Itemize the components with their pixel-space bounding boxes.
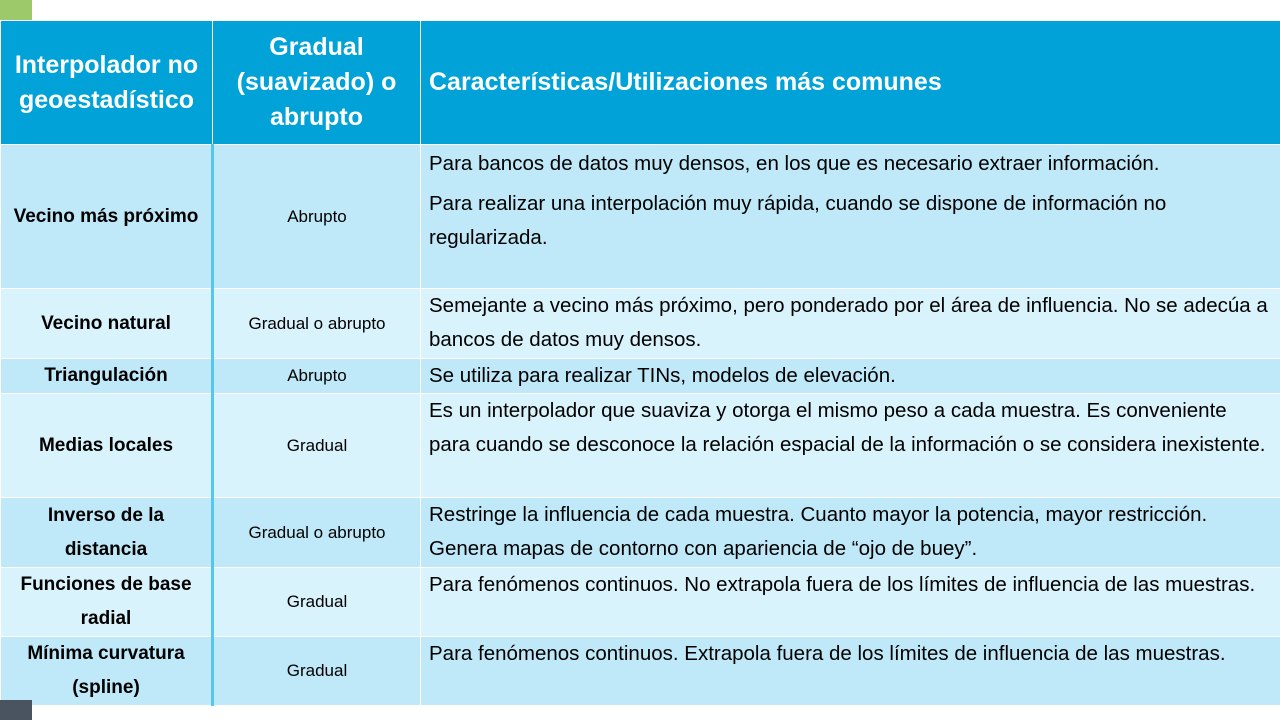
table-row	[1, 394, 1280, 498]
table-row	[1, 568, 1280, 637]
corner-accent-top	[0, 0, 32, 22]
row-name: Funciones de base radial	[1, 568, 213, 637]
description-paragraph: Para bancos de datos muy densos, en los que es necesario extraer información.	[429, 152, 1160, 175]
row-description: Para fenómenos continuos. Extrapola fuera de los límites de influencia de las muestras.	[421, 637, 1280, 706]
row-name: Medias locales	[1, 394, 213, 498]
row-name: Mínima curvatura (spline)	[1, 637, 213, 706]
row-description: Para fenómenos continuos. No extrapola fuera de los límites de influencia de las muestras.	[421, 568, 1280, 637]
header-gradual-abrupt: Gradual (suavizado) o abrupto	[213, 21, 421, 145]
header-characteristics: Características/Utilizaciones más comunes	[421, 21, 1280, 145]
row-kind: Abrupto	[213, 145, 421, 289]
table-row	[1, 145, 1280, 289]
table-row	[1, 289, 1280, 359]
row-name: Inverso de la distancia	[1, 498, 213, 568]
table-row	[1, 637, 1280, 706]
description-paragraph: Para realizar una interpolación muy rápida, cuando se dispone de información no regularizada.	[429, 192, 1167, 249]
row-kind: Gradual	[213, 637, 421, 706]
table-row	[1, 498, 1280, 568]
row-name: Vecino natural	[1, 289, 213, 359]
row-description	[421, 145, 1280, 289]
interpolators-table	[0, 20, 1280, 706]
row-kind: Gradual o abrupto	[213, 289, 421, 359]
row-description: Se utiliza para realizar TINs, modelos de elevación.	[421, 359, 1280, 394]
row-description: Restringe la influencia de cada muestra. Cuanto mayor la potencia, mayor restricción. Genera mapas de contorno con apariencia de “ojo de buey”.	[421, 498, 1280, 568]
table-row	[1, 359, 1280, 394]
row-kind: Gradual o abrupto	[213, 498, 421, 568]
row-kind: Gradual	[213, 394, 421, 498]
row-kind: Abrupto	[213, 359, 421, 394]
row-name: Vecino más próximo	[1, 145, 213, 289]
table-header-row	[1, 21, 1280, 145]
row-name: Triangulación	[1, 359, 213, 394]
row-kind: Gradual	[213, 568, 421, 637]
corner-accent-bottom	[0, 700, 32, 720]
row-description: Semejante a vecino más próximo, pero ponderado por el área de influencia. No se adecúa a bancos de datos muy densos.	[421, 289, 1280, 359]
header-interpolator: Interpolador no geoestadístico	[1, 21, 213, 145]
row-description: Es un interpolador que suaviza y otorga el mismo peso a cada muestra. Es conveniente para cuando se desconoce la relación espacial de la información o se considera inexistente.	[421, 394, 1280, 498]
